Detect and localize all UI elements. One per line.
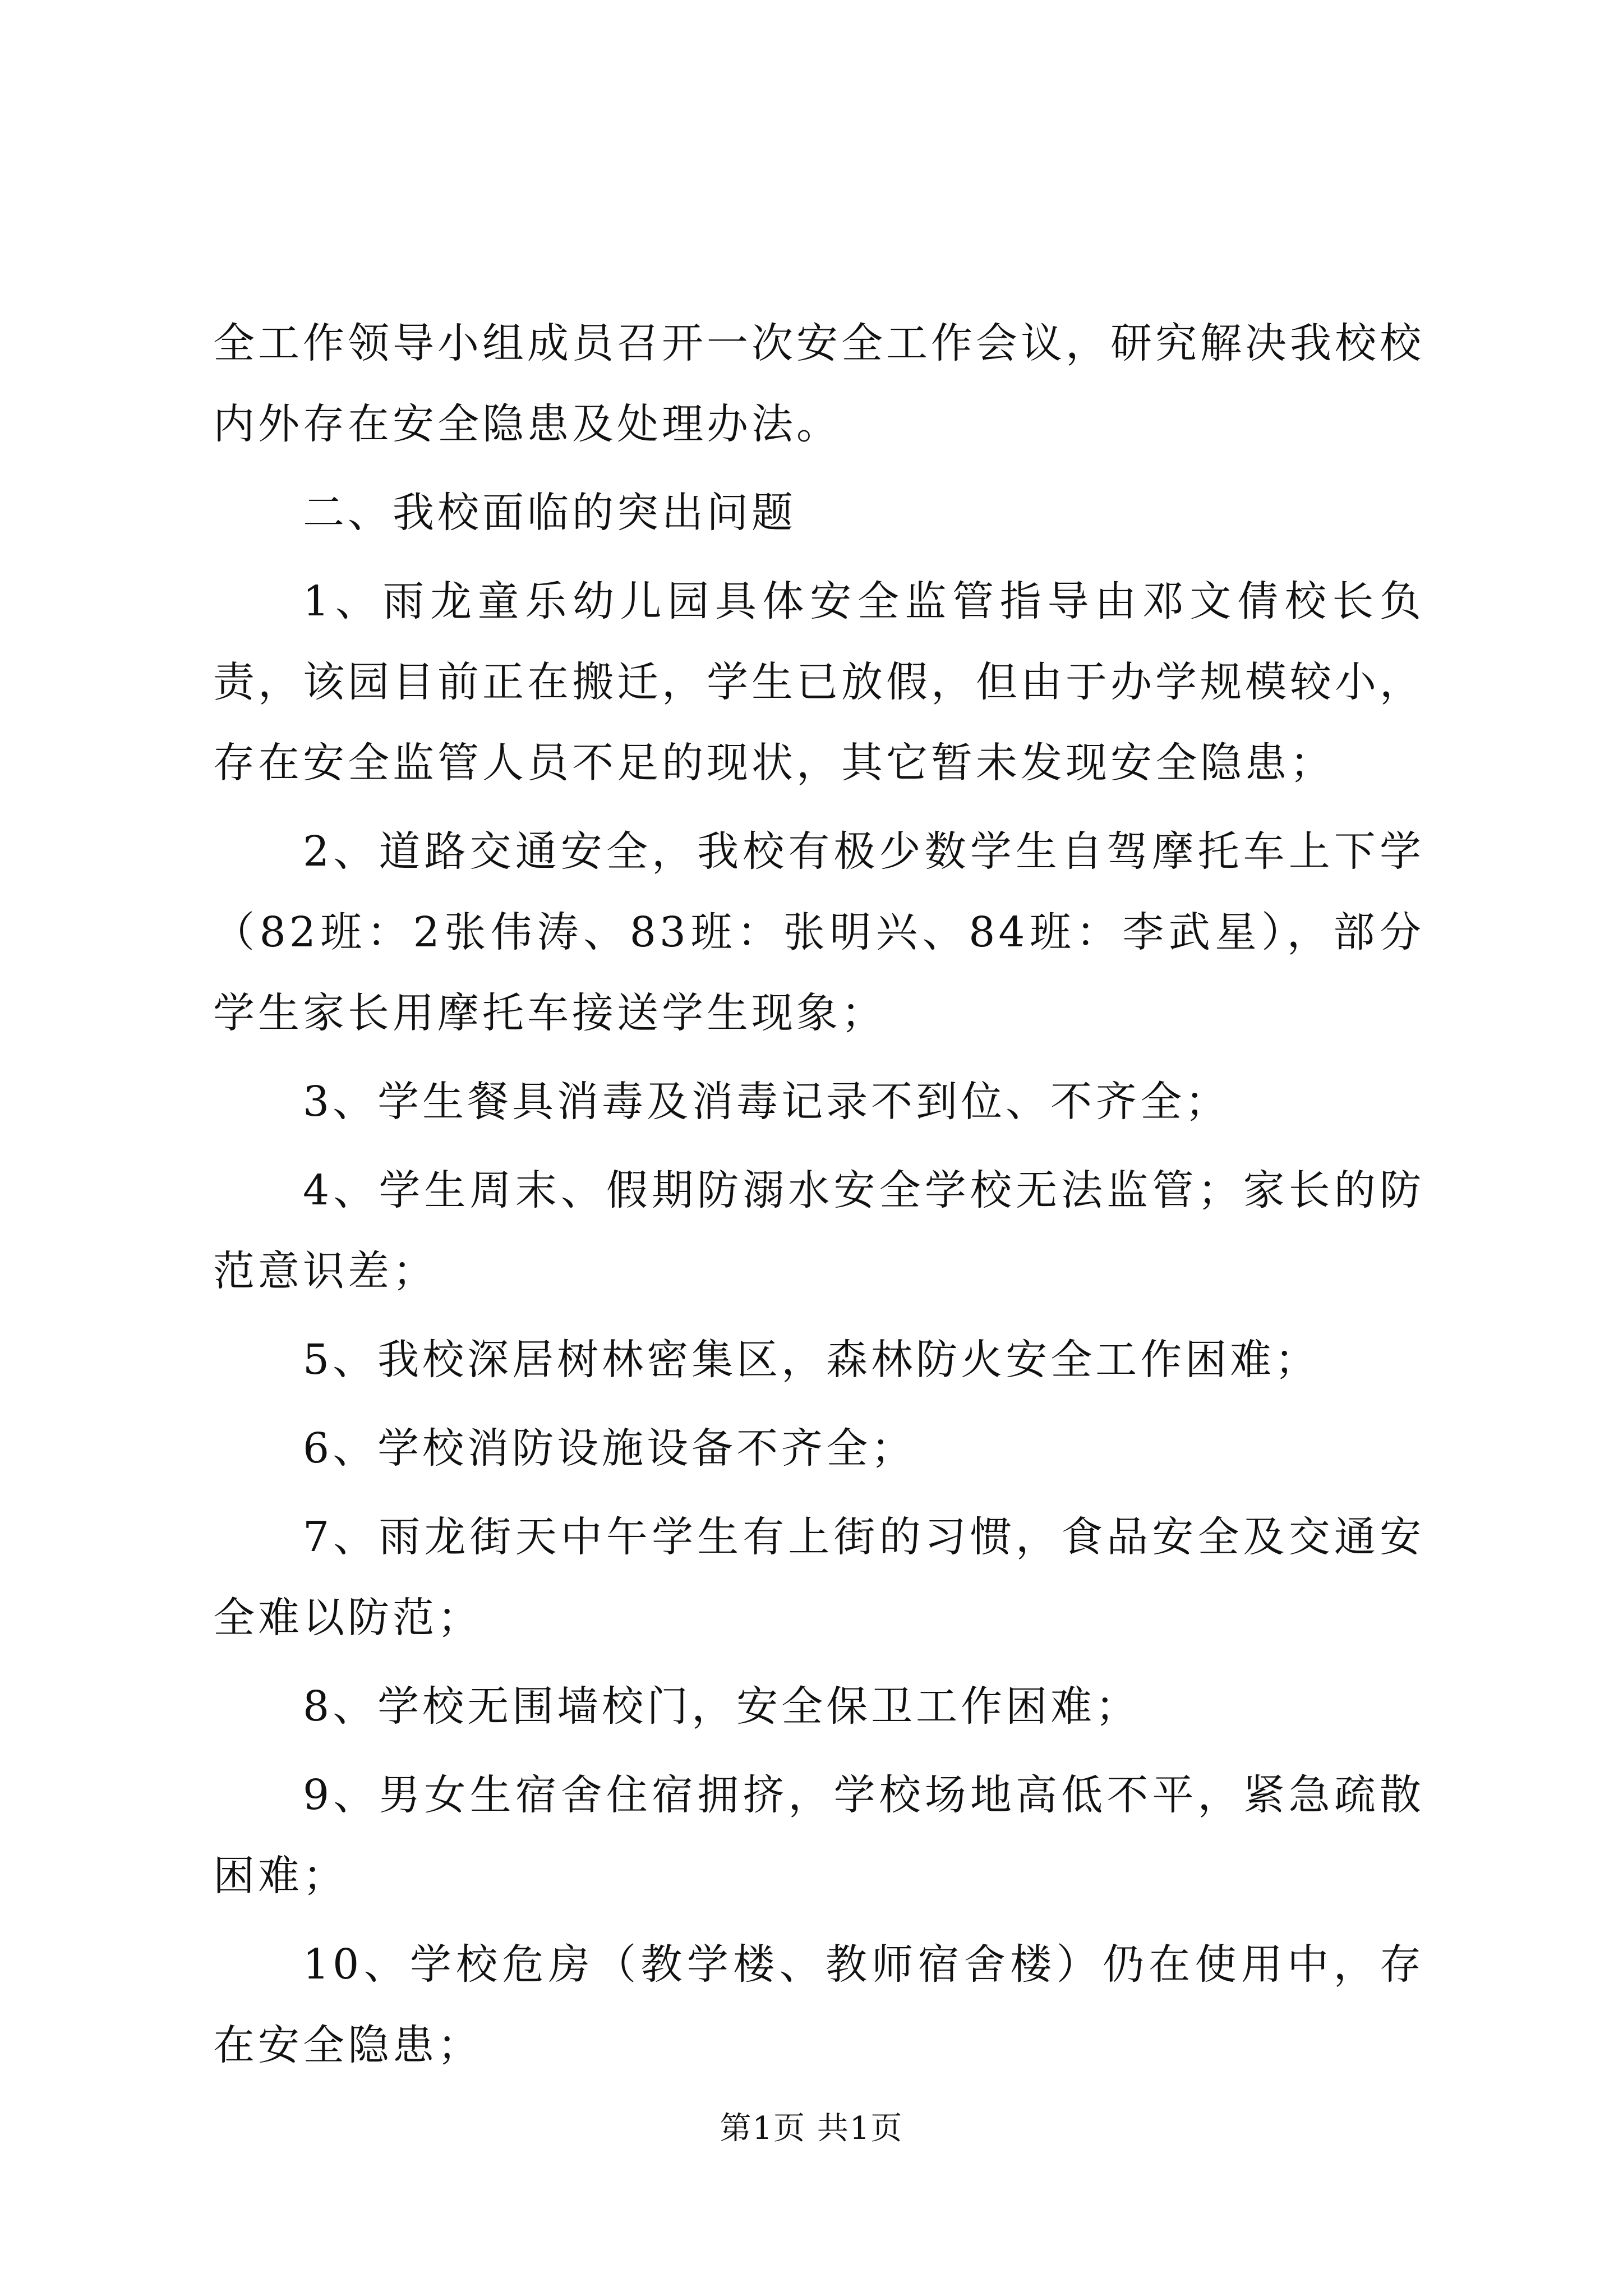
list-item: 1、雨龙童乐幼儿园具体安全监管指导由邓文倩校长负责，该园目前正在搬迁，学生已放假，但由于办学规模较小，存在安全监管人员不足的现状，其它暂未发现安全隐患； — [213, 577, 1424, 787]
list-item: 6、学校消防设施设备不齐全； — [303, 1424, 916, 1473]
list-item: 9、男女生宿舍住宿拥挤，学校场地高低不平，紧急疏散困难； — [213, 1771, 1424, 1900]
page-number-footer: 第1页 共1页 — [720, 2110, 903, 2147]
list-item: 2、道路交通安全，我校有极少数学生自驾摩托车上下学（82班：2张伟涛、83班：张明兴、84班：李武星），部分学生家长用摩托车接送学生现象； — [213, 827, 1424, 1037]
list-item: 3、学生餐具消毒及消毒记录不到位、不齐全； — [303, 1078, 1230, 1126]
paragraph-continuation: 全工作领导小组成员召开一次安全工作会议，研究解决我校校内外存在安全隐患及处理办法。 — [213, 319, 1424, 448]
list-item: 4、学生周末、假期防溺水安全学校无法监管；家长的防范意识差； — [213, 1166, 1424, 1295]
section-heading: 二、我校面临的突出问题 — [303, 489, 796, 537]
list-item: 8、学校无围墙校门，安全保卫工作困难； — [303, 1682, 1141, 1731]
list-item: 7、雨龙街天中午学生有上街的习惯，食品安全及交通安全难以防范； — [213, 1513, 1424, 1642]
list-item: 10、学校危房（教学楼、教师宿舍楼）仍在使用中，存在安全隐患； — [213, 1940, 1424, 2069]
document-body — [213, 303, 1424, 2093]
list-item: 5、我校深居树林密集区，森林防火安全工作困难； — [303, 1336, 1320, 1384]
